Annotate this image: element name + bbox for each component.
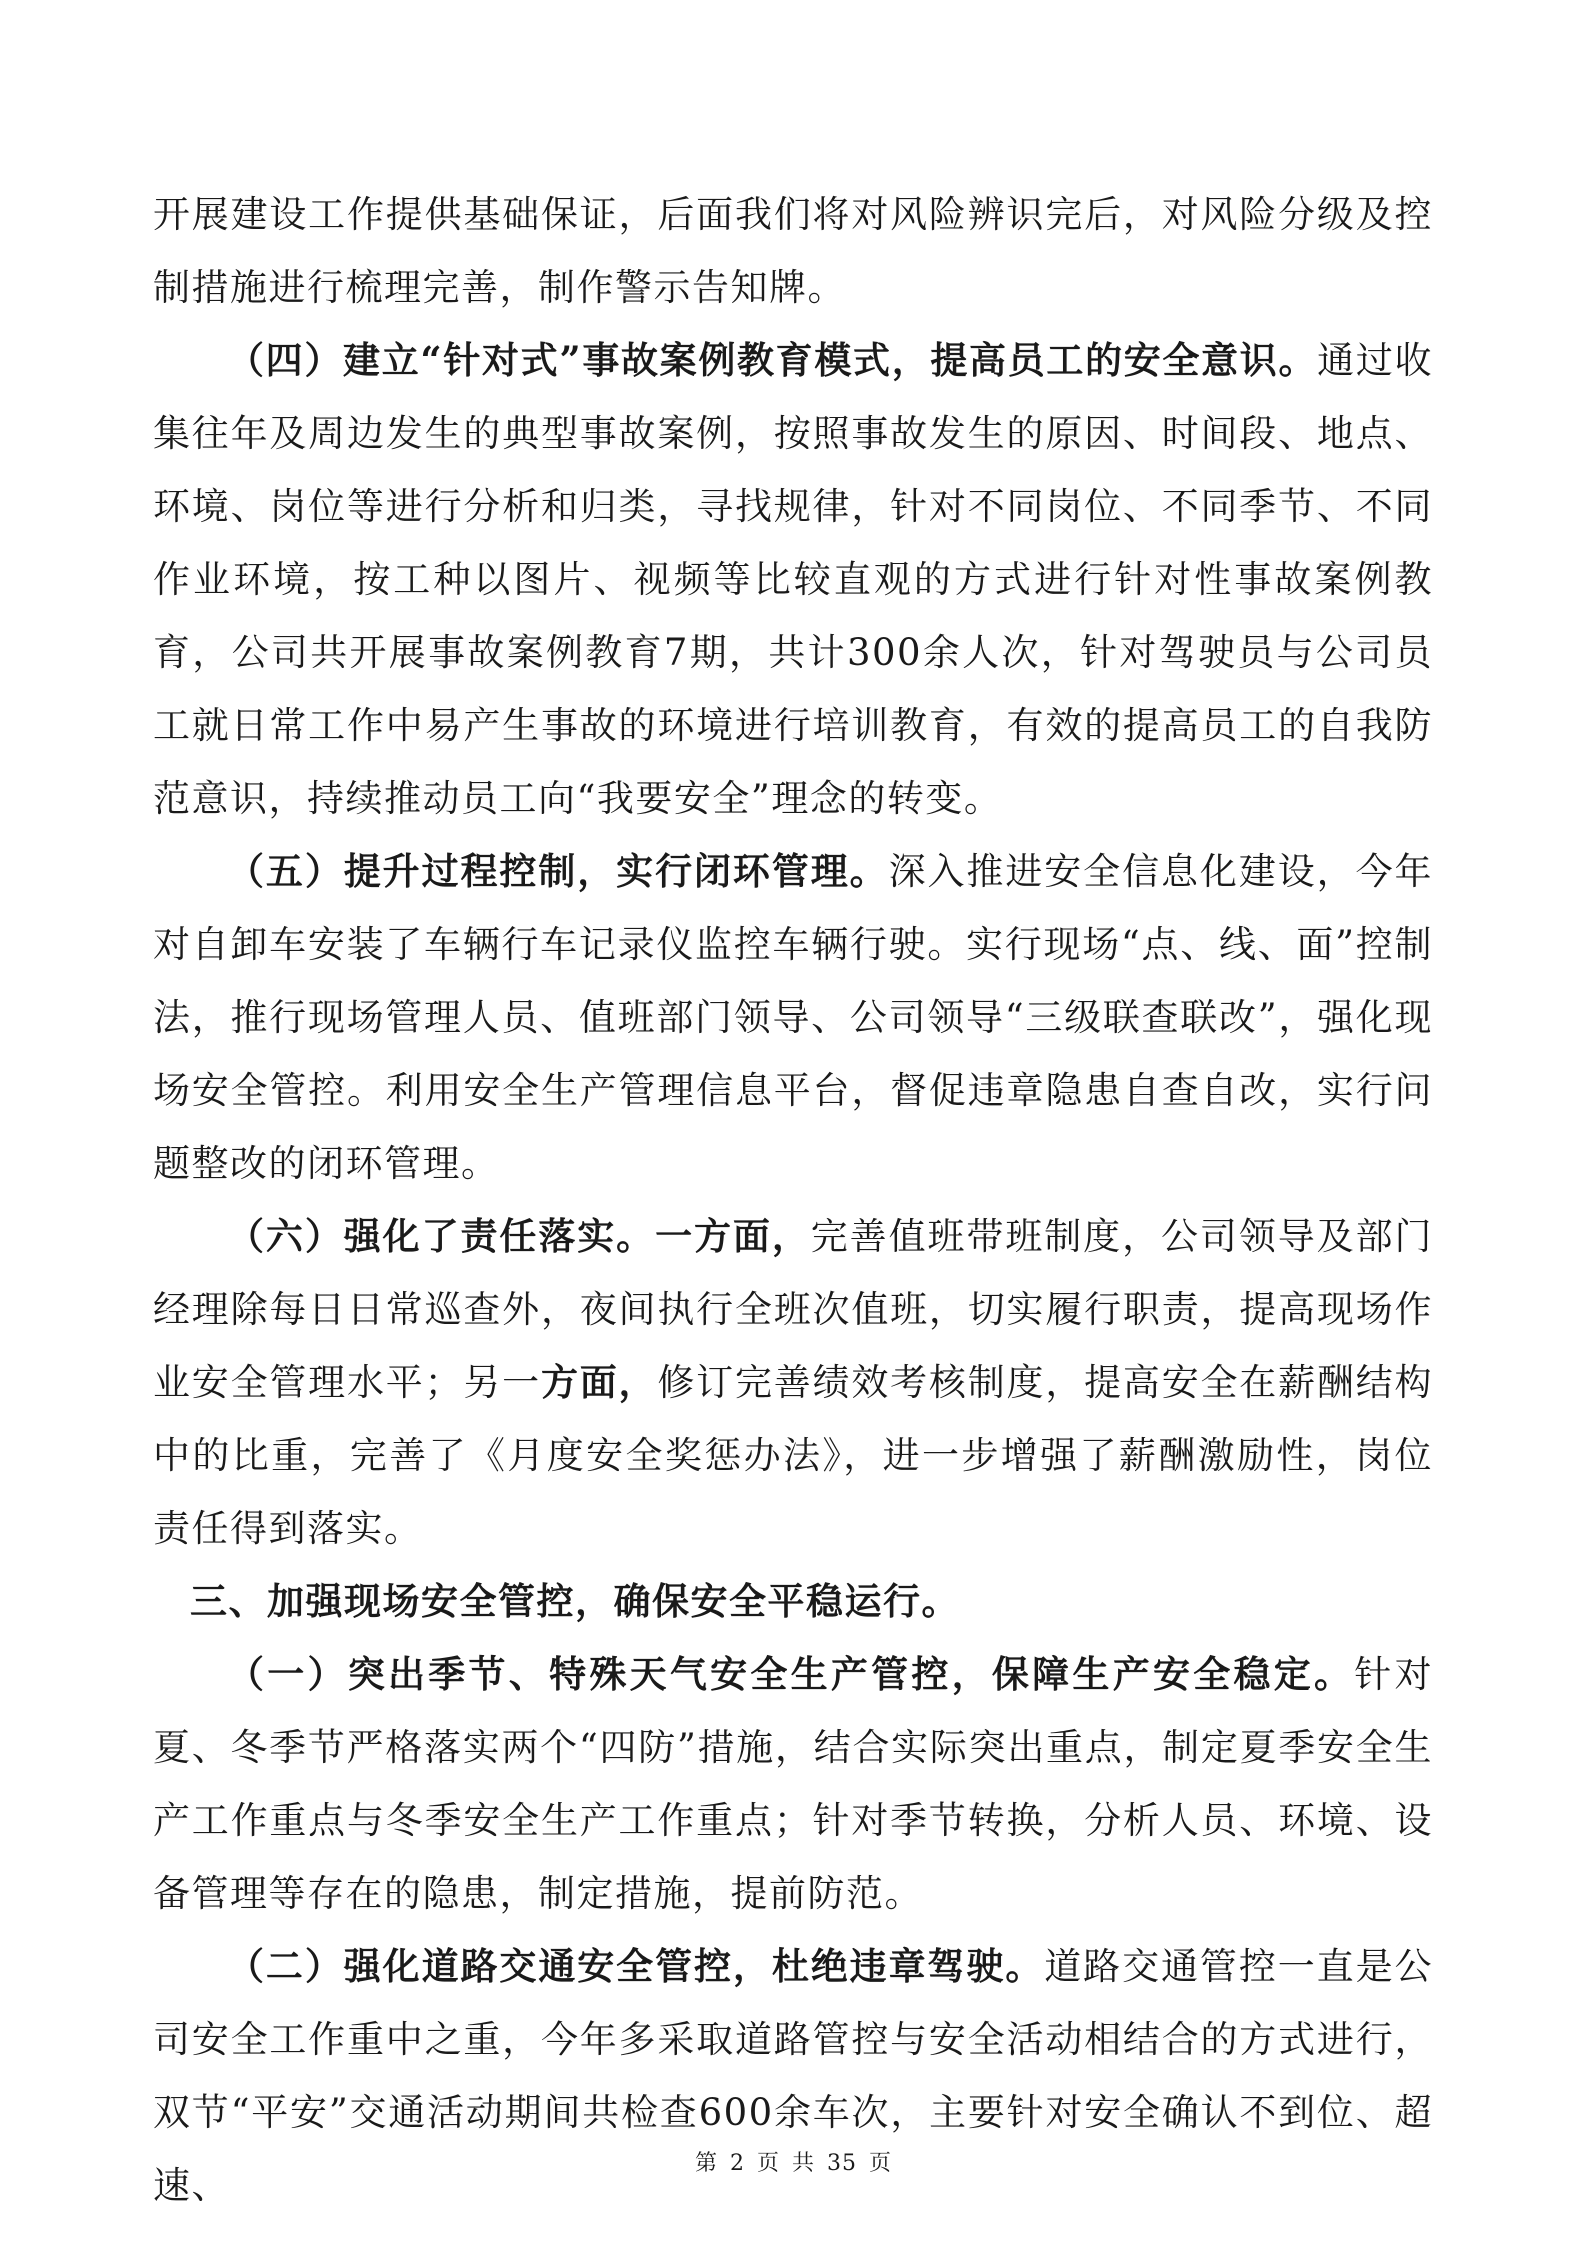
section-heading-text: 三、加强现场安全管控，确保安全平稳运行。 (190, 1579, 960, 1623)
paragraph-5-process-control (153, 835, 1433, 1200)
paragraph-text: 道路交通管控一直是公司安全工作重中之重，今年多采取道路管控与安全活动相结合的方式进行，双节“平安”交通活动期间共检查600余车次，主要针对安全确认不到位、超速、 (153, 1945, 1433, 2207)
paragraph-emphasis: 一方面， (655, 1214, 811, 1258)
paragraph-6-responsibility (153, 1200, 1433, 1565)
total-page-number: 35 (827, 2151, 858, 2176)
paragraph-lead: （二）强化道路交通安全管控，杜绝违章驾驶。 (227, 1944, 1045, 1988)
paragraph-text: 深入推进安全信息化建设，今年对自卸车安装了车辆行车记录仪监控车辆行驶。实行现场“点、线、面”控制法，推行现场管理人员、值班部门领导、公司领导“三级联查联改”，强化现场安全管控。利用安全生产管理信息平台，督促违章隐患自查自改，实行问题整改的闭环管理。 (153, 850, 1434, 1185)
page-footer (0, 2146, 1587, 2177)
footer-total-word: 共 (792, 2151, 816, 2176)
current-page-number: 2 (729, 2151, 745, 2176)
paragraph-seasonal-control (153, 1638, 1433, 1930)
paragraph-lead: （一）突出季节、特殊天气安全生产管控，保障生产安全稳定。 (227, 1652, 1355, 1696)
paragraph-emphasis: 方面， (540, 1360, 658, 1404)
footer-page-word: 页 (756, 2151, 780, 2176)
paragraph-lead: （五）提升过程控制，实行闭环管理。 (227, 849, 889, 893)
paragraph-text: 通过收集往年及周边发生的典型事故案例，按照事故发生的原因、时间段、地点、环境、岗位等进行分析和归类，寻找规律，针对不同岗位、不同季节、不同作业环境，按工种以图片、视频等比较直观的方式进行针对性事故案例教育，公司共开展事故案例教育7期，共计300余人次，针对驾驶员与公司员工就日常工作中易产生事故的环境进行培训教育，有效的提高员工的自我防范意识，持续推动员工向“我要安全”理念的转变。 (153, 339, 1433, 820)
section-heading-3 (153, 1565, 1433, 1638)
paragraph-4-case-education (153, 324, 1433, 835)
paragraph-text: 完善值班带班制度，公司领导及部门经理除每日日常巡查外，夜间执行全班次值班，切实履行职责，提高现场作业安全管理水平；另一 (153, 1215, 1434, 1404)
paragraph-text: 开展建设工作提供基础保证，后面我们将对风险辨识完后，对风险分级及控制措施进行梳理完善，制作警示告知牌。 (153, 193, 1433, 309)
paragraph-text: 修订完善绩效考核制度，提高安全在薪酬结构中的比重，完善了《月度安全奖惩办法》，进一步增强了薪酬激励性，岗位责任得到落实。 (153, 1361, 1433, 1550)
paragraph-lead: （四）建立“针对式”事故案例教育模式，提高员工的安全意识。 (227, 338, 1318, 382)
paragraph-lead: （六）强化了责任落实。 (227, 1214, 656, 1258)
paragraph-text: 针对夏、冬季节严格落实两个“四防”措施，结合实际突出重点，制定夏季安全生产工作重点与冬季安全生产工作重点；针对季节转换，分析人员、环境、设备管理等存在的隐患，制定措施，提前防范。 (153, 1653, 1434, 1915)
footer-suffix: 页 (869, 2151, 893, 2176)
paragraph-1 (153, 178, 1433, 324)
footer-prefix: 第 (694, 2151, 718, 2176)
paragraph-road-traffic (153, 1930, 1433, 2222)
document-body (153, 178, 1433, 2222)
